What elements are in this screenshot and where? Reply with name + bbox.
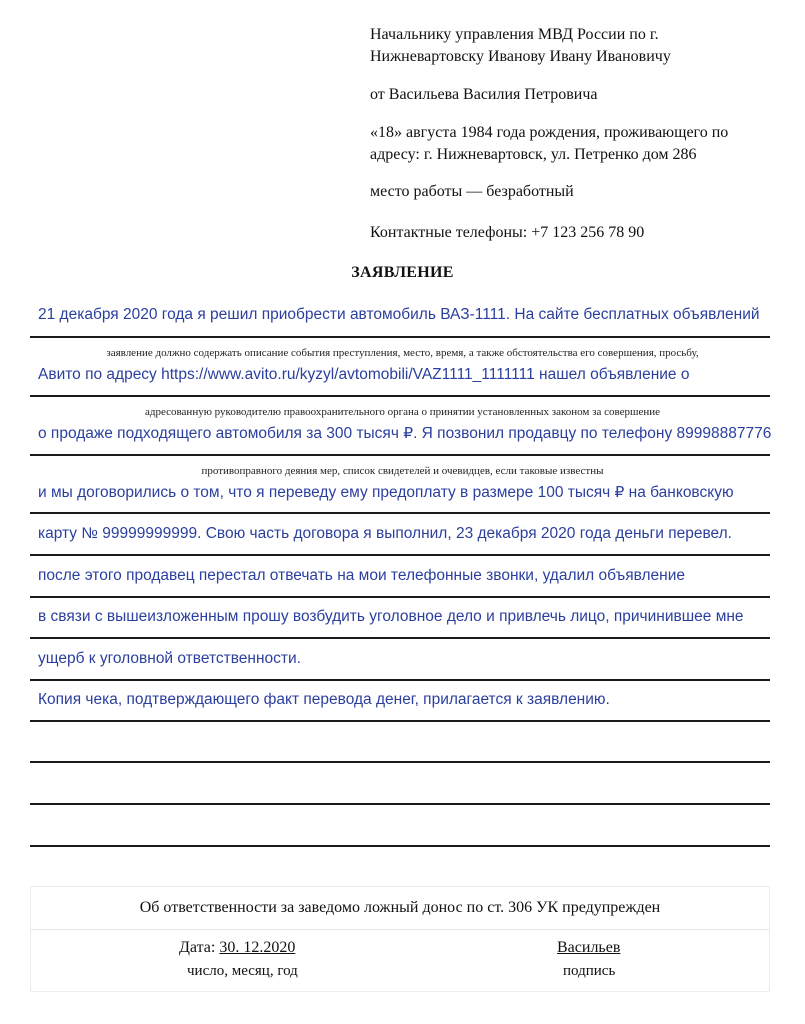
- date-field: [179, 939, 295, 957]
- false-report-warning: Об ответственности за заведомо ложный донос по ст. 306 УК предупрежден: [139, 899, 661, 916]
- applicant-name: от Васильева Василия Петровича: [370, 86, 598, 103]
- statement-line: 21 декабря 2020 года я решил приобрести автомобиль ВАЗ-1111. На сайте бесплатных объявлений: [38, 306, 760, 323]
- ruled-line: [30, 512, 770, 514]
- workplace: место работы — безработный: [370, 183, 574, 200]
- date-value: 30. 12.2020: [219, 939, 296, 956]
- contact-phones: Контактные телефоны: +7 123 256 78 90: [370, 224, 645, 241]
- date-label: Дата:: [179, 939, 216, 956]
- signature-block: [30, 886, 770, 992]
- signature-value: Васильев: [557, 939, 621, 956]
- birth-address-line: адресу: г. Нижневартовск, ул. Петренко дом 286: [370, 146, 697, 163]
- ruled-line: [30, 803, 770, 805]
- instruction-hint: заявление должно содержать описание события преступления, место, время, а также обстоятельства его совершения, просьбу,: [106, 347, 699, 359]
- ruled-line: [30, 554, 770, 556]
- divider: [31, 929, 769, 930]
- ruled-line: [30, 637, 770, 639]
- statement-line: в связи с вышеизложенным прошу возбудить уголовное дело и привлечь лицо, причинившее мне: [38, 608, 744, 625]
- statement-line: и мы договорились о том, что я переведу ему предоплату в размере 100 тысяч ₽ на банковскую: [38, 484, 734, 501]
- ruled-line: [30, 761, 770, 763]
- instruction-hint: противоправного деяния мер, список свидетелей и очевидцев, если таковые известны: [201, 465, 604, 477]
- signature-caption: подпись: [563, 963, 616, 979]
- statement-line: о продаже подходящего автомобиля за 300 тысяч ₽. Я позвонил продавцу по телефону 89998887776: [38, 425, 772, 442]
- statement-line: после этого продавец перестал отвечать на мои телефонные звонки, удалил объявление: [38, 567, 685, 584]
- statement-line: карту № 99999999999. Свою часть договора я выполнил, 23 декабря 2020 года деньги перевел.: [38, 525, 732, 542]
- statement-line: Копия чека, подтверждающего факт перевода денег, прилагается к заявлению.: [38, 691, 610, 708]
- ruled-line: [30, 336, 770, 338]
- document-title: ЗАЯВЛЕНИЕ: [351, 264, 454, 281]
- recipient-line: Нижневартовску Иванову Ивану Ивановичу: [370, 48, 671, 65]
- ruled-line: [30, 679, 770, 681]
- ruled-line: [30, 454, 770, 456]
- ruled-line: [30, 596, 770, 598]
- birth-address-line: «18» августа 1984 года рождения, проживающего по: [370, 124, 729, 141]
- instruction-hint: адресованную руководителю правоохранительного органа о принятии установленных законом за совершение: [144, 406, 661, 418]
- statement-line: Авито по адресу https://www.avito.ru/kyzyl/avtomobili/VAZ1111_1111111 нашел объявление о: [38, 366, 690, 383]
- date-caption: число, месяц, год: [187, 963, 298, 979]
- statement-line: ущерб к уголовной ответственности.: [38, 650, 301, 667]
- recipient-line: Начальнику управления МВД России по г.: [370, 26, 659, 43]
- ruled-line: [30, 720, 770, 722]
- ruled-line: [30, 845, 770, 847]
- ruled-line: [30, 395, 770, 397]
